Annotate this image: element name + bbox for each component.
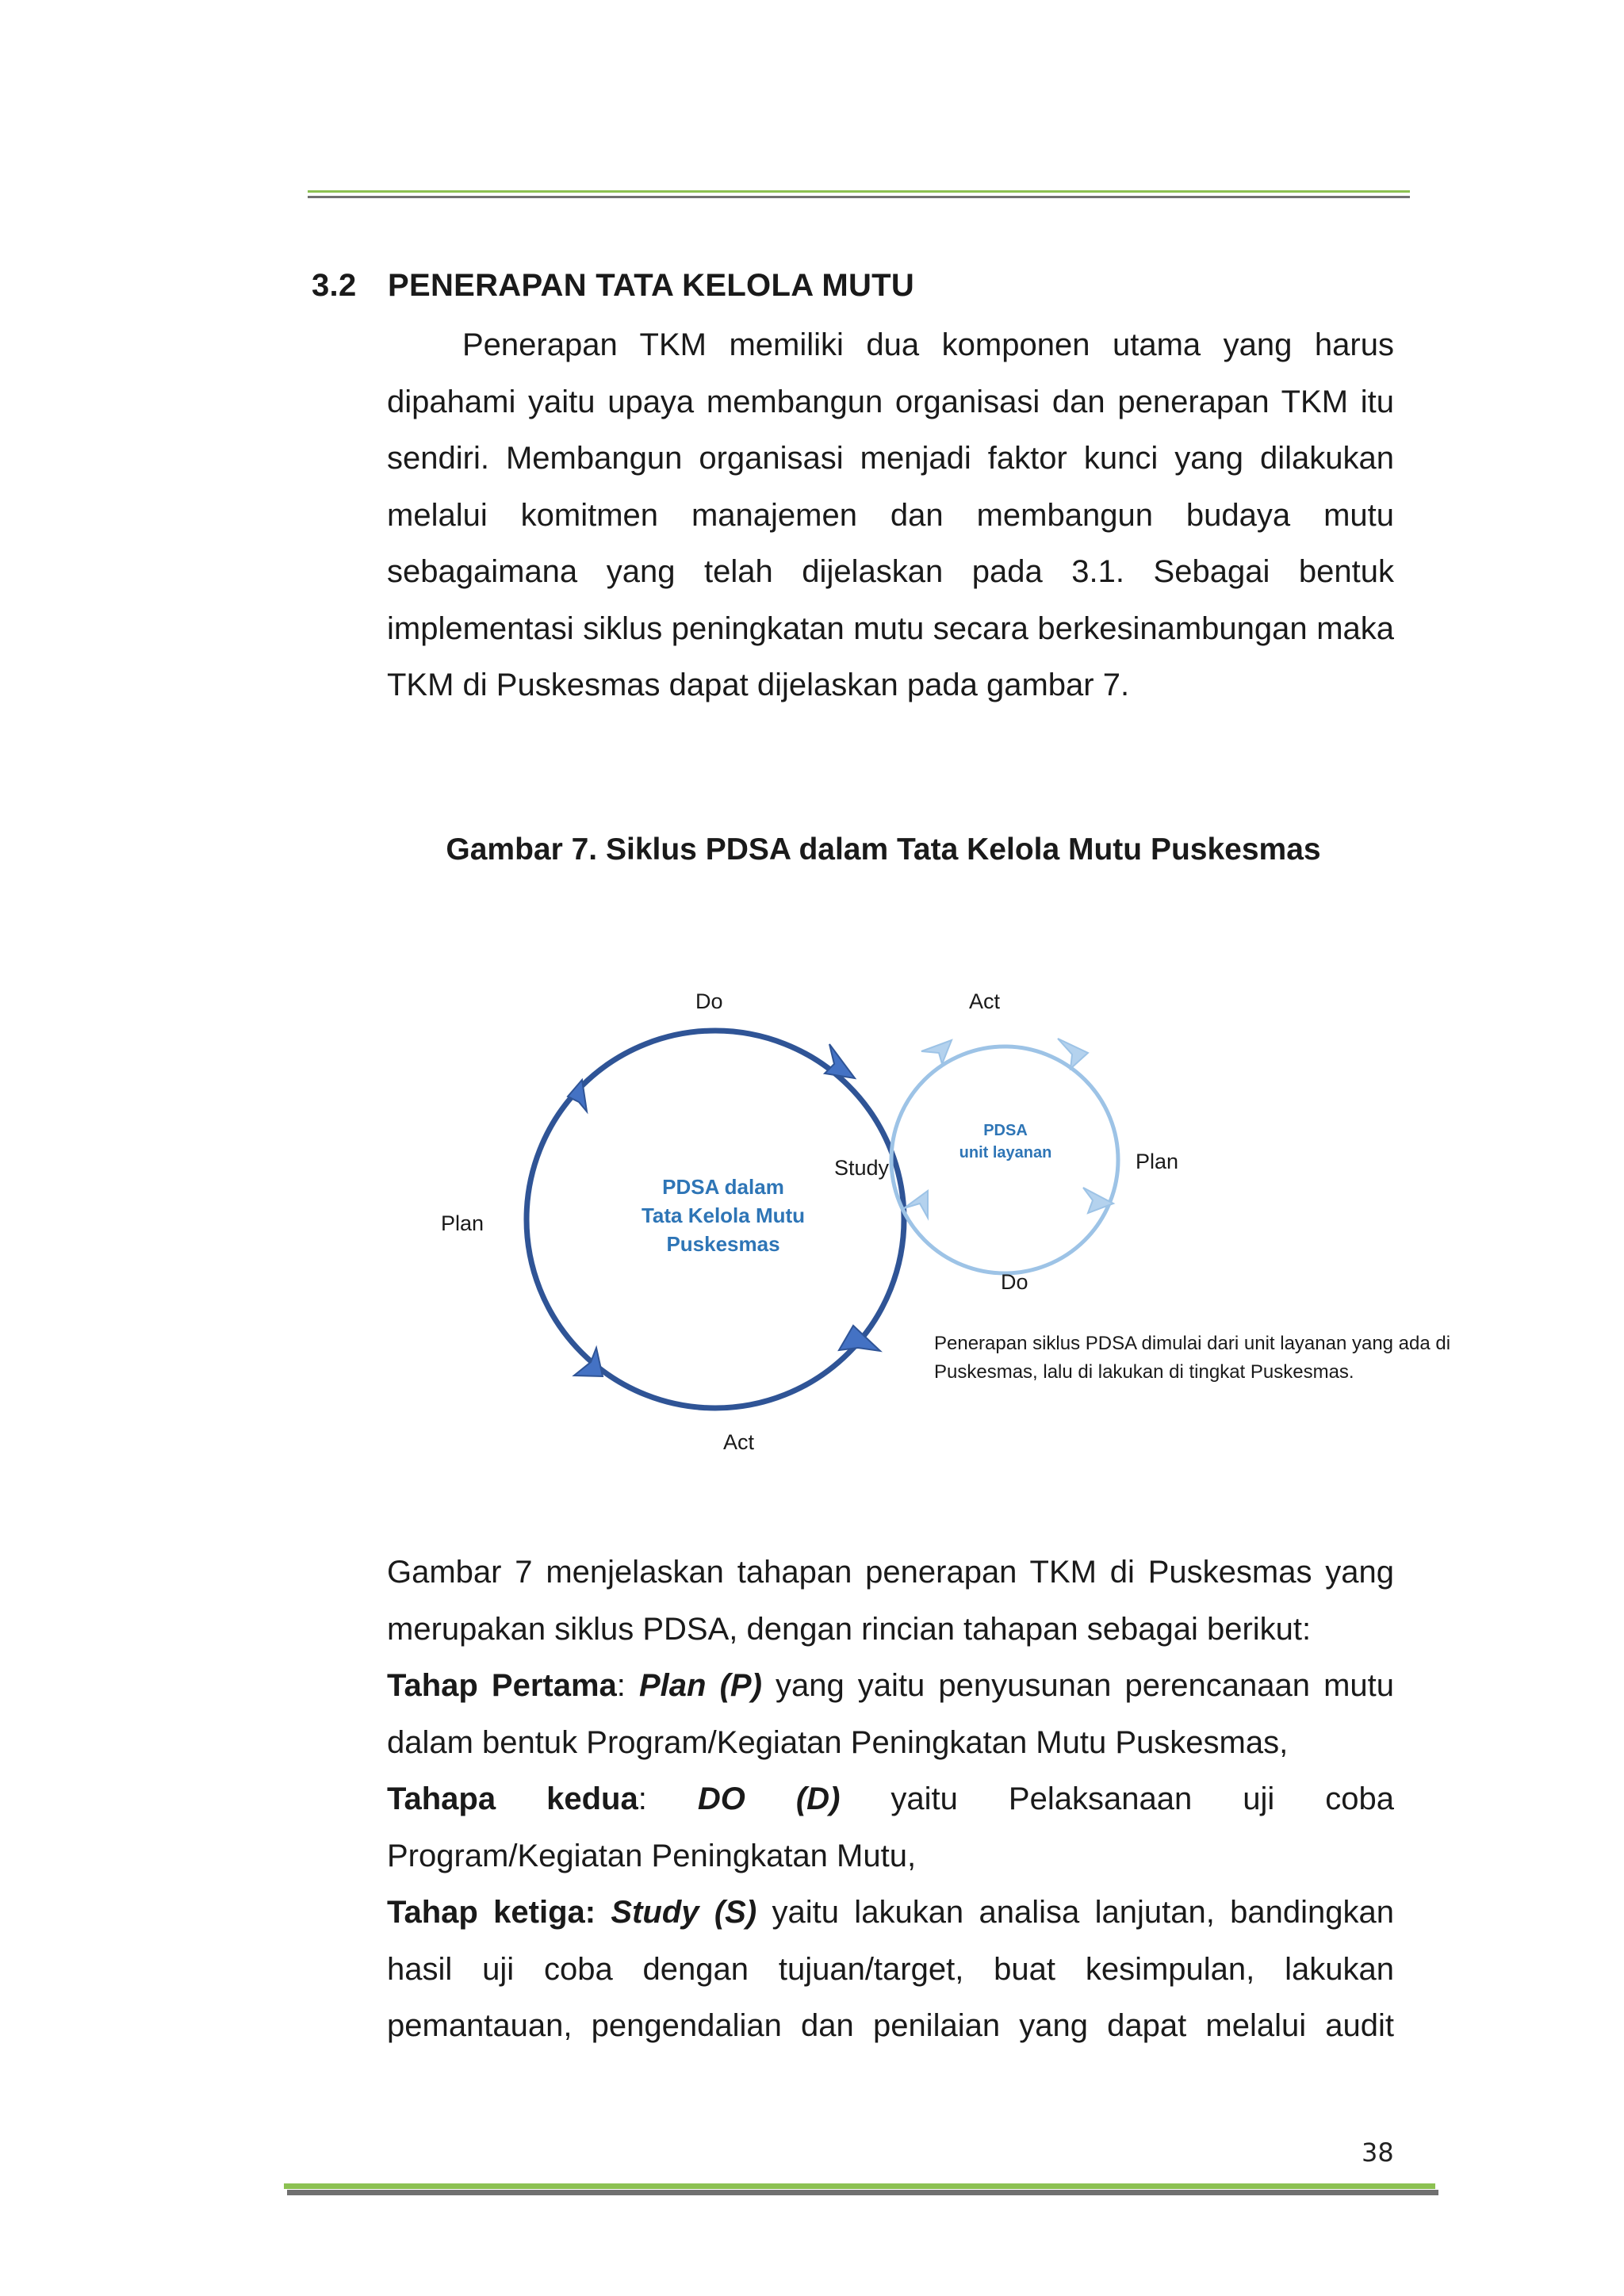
header-rule-green [308, 190, 1410, 193]
step1-code: Plan (P) [639, 1668, 762, 1703]
big-cycle-circle [527, 1031, 904, 1408]
step3-text-a: yaitu lakukan analisa lanjutan, bandingkan [756, 1895, 1394, 1930]
big-arrow-bottom-left [574, 1348, 603, 1376]
big-label-act: Act [723, 1430, 755, 1454]
section-number: 3.2 [312, 268, 357, 303]
note-line2: Puskesmas, lalu di lakukan di tingkat Puskesmas. [934, 1361, 1354, 1383]
step3-line-c: pemantauan, pengendalian dan penilaian yang dapat melalui audit [387, 2008, 1394, 2043]
small-center-line2: unit layanan [959, 1144, 1052, 1161]
small-arrow-top-right [1058, 1039, 1088, 1069]
big-label-do: Do [695, 989, 723, 1013]
big-arrow-top-right [825, 1044, 855, 1078]
step3-code: Study (S) [611, 1895, 757, 1930]
body-paragraph [387, 1544, 1394, 2055]
step3-line-a [387, 1885, 1394, 1942]
small-arrow-top-left [921, 1040, 952, 1064]
small-label-do: Do [1001, 1270, 1028, 1294]
big-center-line2: Tata Kelola Mutu [641, 1203, 806, 1227]
big-label-plan: Plan [441, 1211, 485, 1235]
small-cycle-circle [891, 1047, 1118, 1273]
step2-label-a: Tahapa [387, 1781, 496, 1816]
big-center-line3: Puskesmas [666, 1232, 780, 1256]
page-number: 38 [1362, 2137, 1394, 2168]
step3-line-b: hasil uji coba dengan tujuan/target, buat kesimpulan, lakukan [387, 1951, 1394, 1987]
small-label-act: Act [969, 989, 1001, 1013]
small-arrow-left [904, 1191, 928, 1218]
small-cycle-arrows [904, 1039, 1113, 1218]
step3-label: Tahap ketiga: [387, 1895, 596, 1930]
step2-line-a: Tahapa kedua: DO (D) yaitu Pelaksanaan uji coba [387, 1781, 1394, 1816]
big-cycle-arrows [568, 1044, 880, 1376]
step1-line-b: dalam bentuk Program/Kegiatan Peningkatan Mutu Puskesmas, [387, 1724, 1289, 1760]
big-arrow-bottom-right [839, 1326, 880, 1351]
figure-title: Gambar 7. Siklus PDSA dalam Tata Kelola Mutu Puskesmas [446, 832, 1321, 867]
header-rule-gray [308, 196, 1410, 198]
body-line-2: merupakan siklus PDSA, dengan rincian tahapan sebagai berikut: [387, 1611, 1312, 1647]
step2-code: DO (D) [697, 1781, 841, 1816]
small-arrow-right [1083, 1188, 1113, 1213]
big-center-line1: PDSA dalam [662, 1175, 784, 1199]
small-center-line1: PDSA [983, 1122, 1028, 1139]
step1-text-a: yang yaitu penyusunan perencanaan mutu [761, 1668, 1394, 1703]
footer-rule-gray [287, 2190, 1438, 2195]
step1-label: Tahap Pertama [387, 1668, 617, 1703]
footer-rule-green [284, 2183, 1435, 2189]
step2-text-a: yaitu Pelaksanaan uji coba [891, 1781, 1394, 1816]
section-title: PENERAPAN TATA KELOLA MUTU [388, 268, 915, 303]
body-line-1: Gambar 7 menjelaskan tahapan penerapan TKM di Puskesmas yang [387, 1555, 1394, 1590]
section-heading [312, 268, 914, 304]
step2-label-b: kedua [546, 1781, 638, 1816]
label-study: Study [834, 1156, 890, 1180]
step1-line-a: Tahap Pertama: Plan (P) yang yaitu penyusunan perencanaan mutu [387, 1668, 1394, 1703]
big-arrow-top-left [568, 1080, 587, 1112]
intro-paragraph: Penerapan TKM memiliki dua komponen utama yang harus dipahami yaitu upaya membangun organisasi dan penerapan TKM itu sendiri. Membangun organisasi menjadi faktor kunci yang dilakukan melalui komitmen manajemen dan membangun budaya mutu sebagaimana yang telah dijelaskan pada 3.1. Sebagai bentuk implementasi siklus peningkatan mutu secara berkesinambungan maka TKM di Puskesmas dapat dijelaskan pada gambar 7. [387, 327, 1394, 702]
step2-line-b: Program/Kegiatan Peningkatan Mutu, [387, 1838, 917, 1873]
small-label-plan: Plan [1136, 1150, 1179, 1173]
note-line1: Penerapan siklus PDSA dimulai dari unit layanan yang ada di [934, 1333, 1451, 1354]
